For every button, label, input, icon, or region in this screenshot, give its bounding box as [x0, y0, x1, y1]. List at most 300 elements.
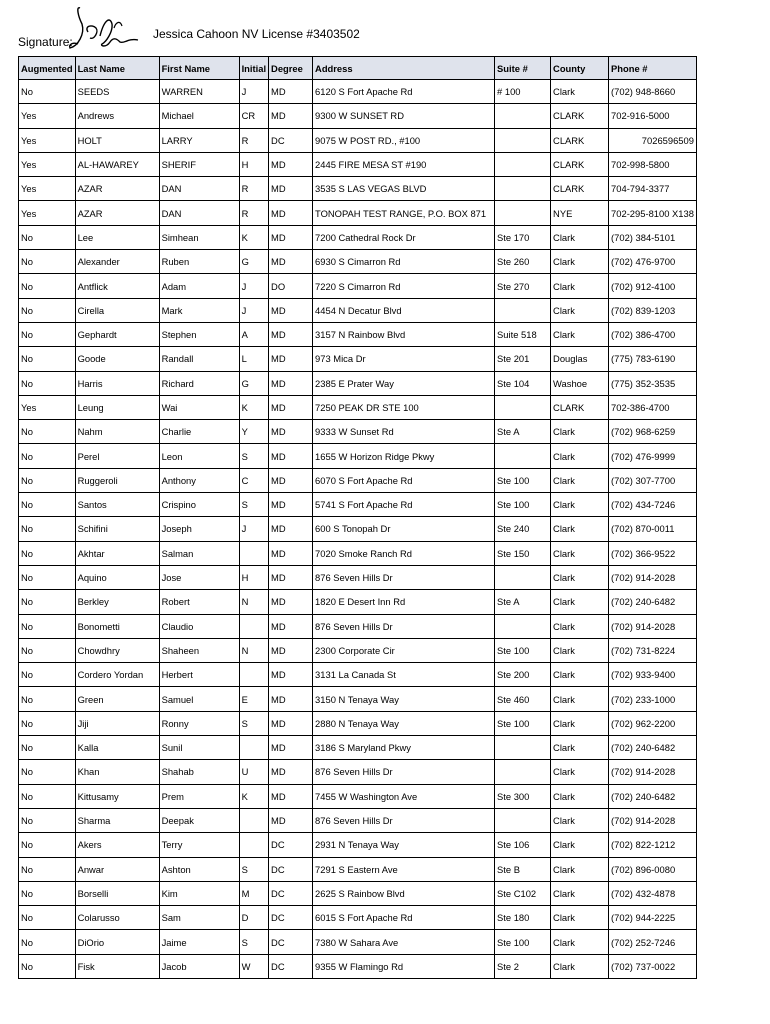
cell-first-name: LARRY — [159, 128, 239, 152]
cell-suite: Ste 300 — [495, 784, 551, 808]
cell-augmented: Yes — [19, 152, 76, 176]
cell-last-name: Fisk — [75, 954, 159, 978]
cell-last-name: Lee — [75, 225, 159, 249]
column-header-phone: Phone # — [609, 57, 697, 80]
cell-first-name: Deepak — [159, 808, 239, 832]
cell-last-name: Harris — [75, 371, 159, 395]
cell-augmented: No — [19, 298, 76, 322]
cell-augmented: No — [19, 590, 76, 614]
cell-augmented: No — [19, 930, 76, 954]
table-row — [19, 736, 697, 760]
cell-degree: MD — [269, 444, 313, 468]
cell-address: 7455 W Washington Ave — [313, 784, 495, 808]
table-row — [19, 954, 697, 978]
cell-phone: (702) 240-6482 — [609, 736, 697, 760]
cell-first-name: Jaime — [159, 930, 239, 954]
cell-initial: J — [239, 298, 268, 322]
cell-augmented: No — [19, 80, 76, 104]
cell-initial: K — [239, 395, 268, 419]
cell-last-name: AZAR — [75, 201, 159, 225]
cell-phone: (702) 944-2225 — [609, 906, 697, 930]
column-header-first-name: First Name — [159, 57, 239, 80]
cell-suite: Ste 104 — [495, 371, 551, 395]
cell-augmented: No — [19, 760, 76, 784]
cell-phone: (702) 366-9522 — [609, 541, 697, 565]
table-row — [19, 663, 697, 687]
table-row — [19, 225, 697, 249]
cell-county: Douglas — [551, 347, 609, 371]
cell-initial: R — [239, 177, 268, 201]
cell-county: Clark — [551, 590, 609, 614]
cell-initial: U — [239, 760, 268, 784]
cell-phone: (702) 307-7700 — [609, 468, 697, 492]
cell-county: Clark — [551, 468, 609, 492]
cell-last-name: Jiji — [75, 711, 159, 735]
cell-county: Clark — [551, 736, 609, 760]
table-row — [19, 541, 697, 565]
cell-augmented: Yes — [19, 104, 76, 128]
table-row — [19, 347, 697, 371]
cell-initial: N — [239, 590, 268, 614]
cell-augmented: No — [19, 881, 76, 905]
cell-phone: (775) 352-3535 — [609, 371, 697, 395]
table-row — [19, 517, 697, 541]
cell-county: Clark — [551, 614, 609, 638]
cell-first-name: Herbert — [159, 663, 239, 687]
signature-label: Signature: — [18, 35, 73, 49]
cell-degree: MD — [269, 687, 313, 711]
cell-first-name: Ruben — [159, 250, 239, 274]
cell-degree: MD — [269, 614, 313, 638]
cell-phone: (702) 240-6482 — [609, 784, 697, 808]
cell-address: 7291 S Eastern Ave — [313, 857, 495, 881]
cell-augmented: No — [19, 565, 76, 589]
cell-last-name: Akers — [75, 833, 159, 857]
cell-first-name: WARREN — [159, 80, 239, 104]
cell-address: 6070 S Fort Apache Rd — [313, 468, 495, 492]
cell-first-name: Ashton — [159, 857, 239, 881]
cell-address: 7020 Smoke Ranch Rd — [313, 541, 495, 565]
cell-address: 3186 S Maryland Pkwy — [313, 736, 495, 760]
cell-suite: Ste 201 — [495, 347, 551, 371]
cell-augmented: No — [19, 638, 76, 662]
cell-phone: (702) 914-2028 — [609, 614, 697, 638]
cell-county: Clark — [551, 808, 609, 832]
cell-last-name: Santos — [75, 493, 159, 517]
cell-degree: MD — [269, 420, 313, 444]
cell-augmented: No — [19, 614, 76, 638]
cell-county: Clark — [551, 444, 609, 468]
cell-initial: C — [239, 468, 268, 492]
cell-degree: MD — [269, 711, 313, 735]
cell-suite: Ste 100 — [495, 468, 551, 492]
cell-county: Clark — [551, 225, 609, 249]
cell-degree: MD — [269, 371, 313, 395]
cell-phone: (702) 968-6259 — [609, 420, 697, 444]
cell-address: 3150 N Tenaya Way — [313, 687, 495, 711]
column-header-initial: Initial — [239, 57, 268, 80]
cell-last-name: Colarusso — [75, 906, 159, 930]
cell-phone: (702) 933-9400 — [609, 663, 697, 687]
cell-augmented: No — [19, 808, 76, 832]
cell-county: Clark — [551, 711, 609, 735]
cell-first-name: Randall — [159, 347, 239, 371]
cell-last-name: DiOrio — [75, 930, 159, 954]
cell-last-name: AL-HAWAREY — [75, 152, 159, 176]
table-row — [19, 906, 697, 930]
cell-last-name: Anwar — [75, 857, 159, 881]
table-header-row — [19, 57, 697, 80]
cell-initial: S — [239, 493, 268, 517]
cell-augmented: No — [19, 420, 76, 444]
table-row — [19, 128, 697, 152]
table-row — [19, 590, 697, 614]
cell-suite: Ste 240 — [495, 517, 551, 541]
cell-first-name: Wai — [159, 395, 239, 419]
cell-first-name: Salman — [159, 541, 239, 565]
cell-county: NYE — [551, 201, 609, 225]
cell-suite: Ste 170 — [495, 225, 551, 249]
cell-degree: MD — [269, 784, 313, 808]
cell-augmented: No — [19, 493, 76, 517]
table-row — [19, 881, 697, 905]
cell-degree: MD — [269, 177, 313, 201]
cell-address: 9300 W SUNSET RD — [313, 104, 495, 128]
cell-phone: (702) 384-5101 — [609, 225, 697, 249]
column-header-augmented: Augmented — [19, 57, 76, 80]
cell-degree: MD — [269, 663, 313, 687]
cell-first-name: Shaheen — [159, 638, 239, 662]
cell-last-name: Perel — [75, 444, 159, 468]
cell-degree: MD — [269, 201, 313, 225]
cell-first-name: Prem — [159, 784, 239, 808]
cell-first-name: Anthony — [159, 468, 239, 492]
cell-address: 9333 W Sunset Rd — [313, 420, 495, 444]
cell-initial: S — [239, 930, 268, 954]
cell-degree: MD — [269, 468, 313, 492]
cell-suite: Ste 100 — [495, 711, 551, 735]
cell-suite: Ste C102 — [495, 881, 551, 905]
cell-degree: MD — [269, 298, 313, 322]
cell-last-name: Schifini — [75, 517, 159, 541]
cell-first-name: Claudio — [159, 614, 239, 638]
cell-suite — [495, 614, 551, 638]
cell-last-name: HOLT — [75, 128, 159, 152]
cell-suite: Ste 200 — [495, 663, 551, 687]
cell-phone: (702) 870-0011 — [609, 517, 697, 541]
cell-augmented: No — [19, 784, 76, 808]
cell-initial: K — [239, 784, 268, 808]
cell-address: 2931 N Tenaya Way — [313, 833, 495, 857]
cell-phone: (702) 948-8660 — [609, 80, 697, 104]
table-row — [19, 80, 697, 104]
cell-initial: S — [239, 444, 268, 468]
cell-augmented: No — [19, 954, 76, 978]
table-row — [19, 201, 697, 225]
cell-phone: 702-998-5800 — [609, 152, 697, 176]
table-row — [19, 104, 697, 128]
table-row — [19, 565, 697, 589]
cell-degree: MD — [269, 250, 313, 274]
cell-county: CLARK — [551, 104, 609, 128]
cell-initial: D — [239, 906, 268, 930]
cell-county: Clark — [551, 493, 609, 517]
cell-degree: MD — [269, 565, 313, 589]
cell-initial: S — [239, 711, 268, 735]
cell-suite — [495, 128, 551, 152]
cell-phone: 702-916-5000 — [609, 104, 697, 128]
cell-suite — [495, 395, 551, 419]
column-header-last-name: Last Name — [75, 57, 159, 80]
cell-initial — [239, 663, 268, 687]
cell-initial: R — [239, 128, 268, 152]
cell-first-name: Sunil — [159, 736, 239, 760]
cell-initial — [239, 541, 268, 565]
license-line: Jessica Cahoon NV License #3403502 — [153, 27, 360, 41]
cell-initial: J — [239, 80, 268, 104]
cell-initial: N — [239, 638, 268, 662]
cell-augmented: Yes — [19, 128, 76, 152]
cell-address: 7250 PEAK DR STE 100 — [313, 395, 495, 419]
column-header-degree: Degree — [269, 57, 313, 80]
cell-phone: (702) 839-1203 — [609, 298, 697, 322]
cell-last-name: Gephardt — [75, 322, 159, 346]
cell-address: 2300 Corporate Cir — [313, 638, 495, 662]
cell-address: 4454 N Decatur Blvd — [313, 298, 495, 322]
cell-degree: MD — [269, 760, 313, 784]
table-row — [19, 638, 697, 662]
cell-augmented: No — [19, 906, 76, 930]
cell-last-name: Alexander — [75, 250, 159, 274]
table-row — [19, 298, 697, 322]
cell-county: Clark — [551, 80, 609, 104]
cell-county: Clark — [551, 906, 609, 930]
cell-suite: Ste 100 — [495, 930, 551, 954]
cell-address: 1655 W Horizon Ridge Pkwy — [313, 444, 495, 468]
cell-degree: MD — [269, 541, 313, 565]
cell-augmented: No — [19, 347, 76, 371]
cell-degree: DC — [269, 954, 313, 978]
cell-last-name: Cordero Yordan — [75, 663, 159, 687]
cell-address: 876 Seven Hills Dr — [313, 565, 495, 589]
cell-suite: Ste 260 — [495, 250, 551, 274]
cell-county: Clark — [551, 565, 609, 589]
cell-last-name: Ruggeroli — [75, 468, 159, 492]
cell-first-name: DAN — [159, 177, 239, 201]
cell-phone: (702) 914-2028 — [609, 565, 697, 589]
cell-initial: Y — [239, 420, 268, 444]
cell-degree: MD — [269, 225, 313, 249]
cell-county: Clark — [551, 517, 609, 541]
cell-first-name: Leon — [159, 444, 239, 468]
cell-county: Clark — [551, 274, 609, 298]
cell-address: 7220 S Cimarron Rd — [313, 274, 495, 298]
cell-address: 876 Seven Hills Dr — [313, 808, 495, 832]
cell-augmented: No — [19, 371, 76, 395]
cell-address: 2880 N Tenaya Way — [313, 711, 495, 735]
cell-initial: G — [239, 371, 268, 395]
signature-image — [66, 2, 146, 54]
cell-phone: (702) 914-2028 — [609, 760, 697, 784]
cell-suite: Ste B — [495, 857, 551, 881]
cell-last-name: Cirella — [75, 298, 159, 322]
cell-degree: DC — [269, 906, 313, 930]
cell-address: 6930 S Cimarron Rd — [313, 250, 495, 274]
cell-degree: MD — [269, 395, 313, 419]
table-row — [19, 784, 697, 808]
table-row — [19, 322, 697, 346]
cell-suite: Suite 518 — [495, 322, 551, 346]
cell-initial: M — [239, 881, 268, 905]
cell-augmented: No — [19, 225, 76, 249]
provider-table — [18, 56, 697, 979]
cell-first-name: Jose — [159, 565, 239, 589]
cell-augmented: No — [19, 833, 76, 857]
cell-degree: MD — [269, 347, 313, 371]
cell-last-name: Borselli — [75, 881, 159, 905]
cell-suite: Ste 100 — [495, 493, 551, 517]
table-row — [19, 395, 697, 419]
cell-augmented: No — [19, 274, 76, 298]
cell-first-name: Samuel — [159, 687, 239, 711]
cell-county: Clark — [551, 663, 609, 687]
cell-first-name: Charlie — [159, 420, 239, 444]
cell-county: Clark — [551, 687, 609, 711]
cell-augmented: No — [19, 444, 76, 468]
cell-suite — [495, 177, 551, 201]
table-row — [19, 687, 697, 711]
cell-suite: Ste A — [495, 420, 551, 444]
cell-augmented: Yes — [19, 201, 76, 225]
cell-address: 3131 La Canada St — [313, 663, 495, 687]
cell-initial: L — [239, 347, 268, 371]
cell-phone: (702) 476-9700 — [609, 250, 697, 274]
cell-first-name: Ronny — [159, 711, 239, 735]
cell-county: Clark — [551, 881, 609, 905]
cell-degree: MD — [269, 152, 313, 176]
cell-address: 7200 Cathedral Rock Dr — [313, 225, 495, 249]
cell-phone: (702) 822-1212 — [609, 833, 697, 857]
cell-augmented: No — [19, 663, 76, 687]
cell-first-name: SHERIF — [159, 152, 239, 176]
cell-phone: (702) 240-6482 — [609, 590, 697, 614]
cell-county: Clark — [551, 930, 609, 954]
cell-first-name: Terry — [159, 833, 239, 857]
cell-phone: (702) 914-2028 — [609, 808, 697, 832]
cell-first-name: Michael — [159, 104, 239, 128]
table-row — [19, 833, 697, 857]
cell-last-name: Antflick — [75, 274, 159, 298]
cell-suite: Ste 270 — [495, 274, 551, 298]
table-row — [19, 930, 697, 954]
provider-table-wrapper — [18, 56, 697, 979]
cell-suite: Ste 100 — [495, 638, 551, 662]
cell-first-name: Stephen — [159, 322, 239, 346]
table-row — [19, 614, 697, 638]
cell-county: Clark — [551, 322, 609, 346]
cell-suite: Ste 106 — [495, 833, 551, 857]
cell-county: Clark — [551, 833, 609, 857]
cell-augmented: No — [19, 322, 76, 346]
cell-address: 2445 FIRE MESA ST #190 — [313, 152, 495, 176]
cell-first-name: Simhean — [159, 225, 239, 249]
table-row — [19, 274, 697, 298]
cell-degree: DC — [269, 128, 313, 152]
cell-address: 1820 E Desert Inn Rd — [313, 590, 495, 614]
cell-last-name: Leung — [75, 395, 159, 419]
cell-phone: (702) 233-1000 — [609, 687, 697, 711]
cell-suite — [495, 104, 551, 128]
cell-augmented: No — [19, 736, 76, 760]
cell-degree: MD — [269, 590, 313, 614]
cell-suite: Ste 150 — [495, 541, 551, 565]
table-row — [19, 152, 697, 176]
table-row — [19, 250, 697, 274]
cell-suite — [495, 444, 551, 468]
cell-phone: (702) 434-7246 — [609, 493, 697, 517]
cell-initial — [239, 736, 268, 760]
cell-address: 5741 S Fort Apache Rd — [313, 493, 495, 517]
cell-first-name: Adam — [159, 274, 239, 298]
cell-first-name: Sam — [159, 906, 239, 930]
table-row — [19, 857, 697, 881]
table-row — [19, 177, 697, 201]
cell-initial: J — [239, 517, 268, 541]
cell-county: Clark — [551, 784, 609, 808]
cell-address: 3535 S LAS VEGAS BLVD — [313, 177, 495, 201]
column-header-suite: Suite # — [495, 57, 551, 80]
cell-address: 7380 W Sahara Ave — [313, 930, 495, 954]
cell-initial: W — [239, 954, 268, 978]
cell-phone: (702) 962-2200 — [609, 711, 697, 735]
cell-initial: H — [239, 152, 268, 176]
cell-augmented: No — [19, 541, 76, 565]
cell-augmented: No — [19, 468, 76, 492]
table-row — [19, 808, 697, 832]
cell-augmented: Yes — [19, 177, 76, 201]
cell-initial: CR — [239, 104, 268, 128]
cell-phone: (702) 252-7246 — [609, 930, 697, 954]
cell-last-name: Nahm — [75, 420, 159, 444]
cell-suite: # 100 — [495, 80, 551, 104]
cell-phone: 702-386-4700 — [609, 395, 697, 419]
cell-county: CLARK — [551, 152, 609, 176]
cell-initial: E — [239, 687, 268, 711]
cell-address: 9075 W POST RD., #100 — [313, 128, 495, 152]
cell-initial: J — [239, 274, 268, 298]
cell-augmented: No — [19, 687, 76, 711]
cell-suite: Ste 180 — [495, 906, 551, 930]
cell-last-name: AZAR — [75, 177, 159, 201]
cell-degree: DC — [269, 930, 313, 954]
cell-degree: DO — [269, 274, 313, 298]
cell-phone: (702) 731-8224 — [609, 638, 697, 662]
cell-degree: MD — [269, 80, 313, 104]
table-row — [19, 493, 697, 517]
cell-first-name: Kim — [159, 881, 239, 905]
table-row — [19, 444, 697, 468]
cell-first-name: Joseph — [159, 517, 239, 541]
table-row — [19, 420, 697, 444]
cell-address: 2625 S Rainbow Blvd — [313, 881, 495, 905]
cell-suite: Ste 460 — [495, 687, 551, 711]
cell-address: 973 Mica Dr — [313, 347, 495, 371]
cell-degree: MD — [269, 517, 313, 541]
cell-last-name: SEEDS — [75, 80, 159, 104]
cell-last-name: Kalla — [75, 736, 159, 760]
cell-suite — [495, 760, 551, 784]
cell-last-name: Akhtar — [75, 541, 159, 565]
